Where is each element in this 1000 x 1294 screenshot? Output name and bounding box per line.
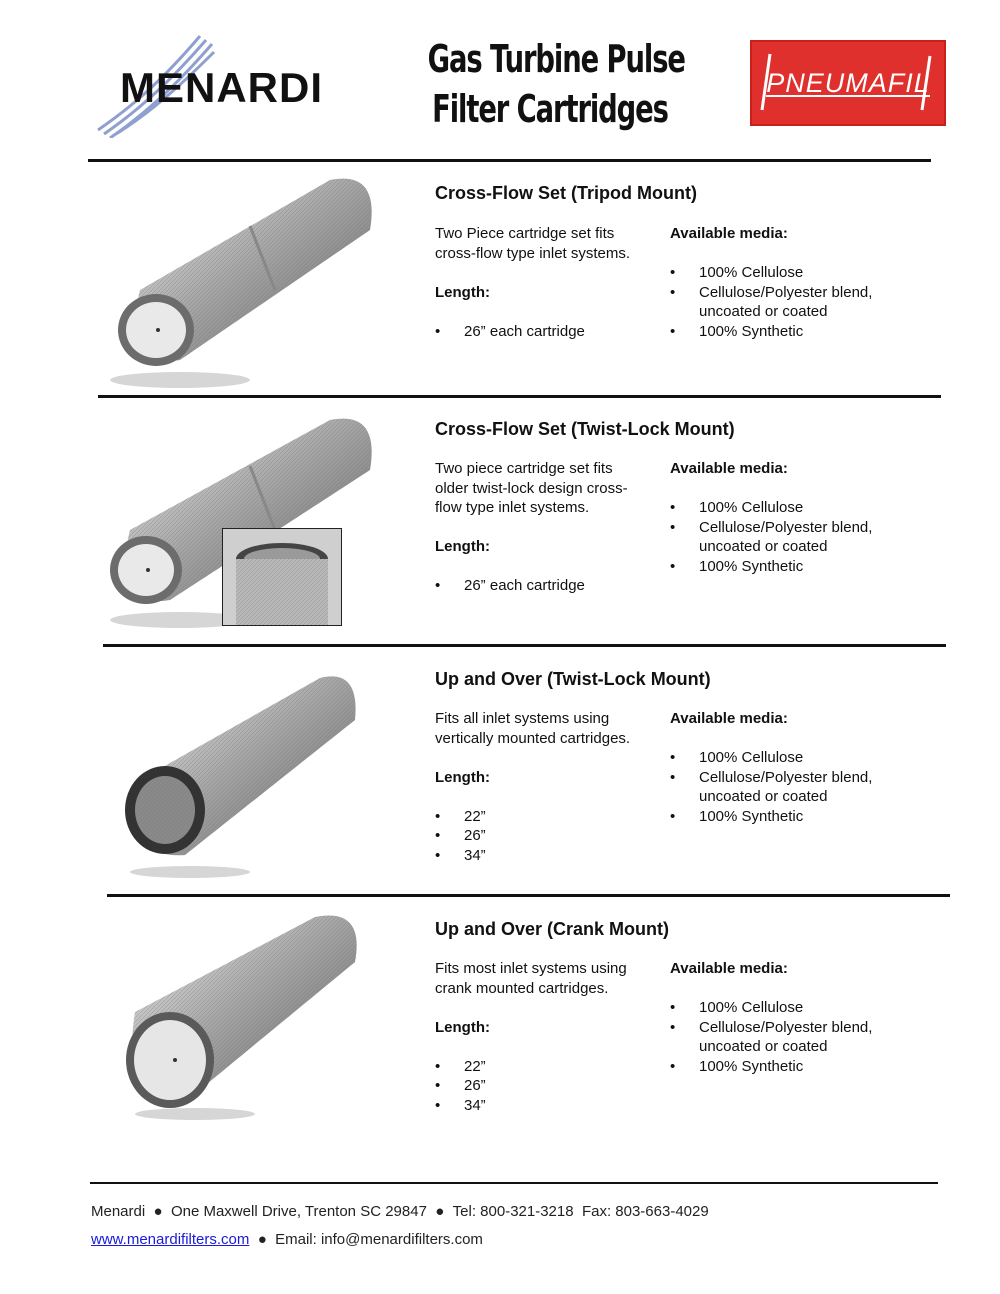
media-item: • 100% Cellulose — [670, 263, 920, 283]
section-title: Up and Over (Twist-Lock Mount) — [435, 669, 711, 689]
length-item: • 34” — [435, 846, 660, 866]
media-label: Available media: — [670, 710, 788, 727]
media-item: • 100% Synthetic — [670, 322, 920, 342]
media-list — [670, 263, 920, 341]
length-item: • 26” each cartridge — [435, 576, 660, 596]
pneumafil-logo — [750, 40, 946, 126]
description-line: cross-flow type inlet systems. — [435, 244, 631, 262]
footer-separator: ● — [153, 1203, 163, 1220]
section-right-column — [670, 224, 920, 341]
length-item: • 26” — [435, 826, 660, 846]
section-left-column — [435, 224, 660, 341]
title-line-2: Filter Cartridges — [432, 87, 668, 131]
section-divider — [103, 644, 946, 647]
media-list — [670, 498, 920, 576]
title-line-1: Gas Turbine Pulse — [427, 37, 685, 81]
section-right-column — [670, 959, 920, 1076]
media-label: Available media: — [670, 225, 788, 242]
footer-separator: ● — [257, 1231, 267, 1248]
footer-separator: ● — [435, 1203, 445, 1220]
description-line: Fits all inlet systems using — [435, 710, 610, 727]
footer-address: One Maxwell Drive, Trenton SC 29847 — [170, 1203, 427, 1220]
length-list — [435, 576, 660, 596]
length-list — [435, 322, 660, 342]
footer-contact-line — [91, 1231, 483, 1248]
media-item: • 100% Synthetic — [670, 1057, 920, 1077]
description-line: Two piece cartridge set fits — [435, 460, 613, 477]
website-link[interactable]: www.menardifilters.com — [91, 1231, 250, 1248]
section-title: Cross-Flow Set (Twist-Lock Mount) — [435, 419, 735, 439]
section-right-column — [670, 459, 920, 576]
media-item: • 100% Cellulose — [670, 998, 920, 1018]
section-title: Up and Over (Crank Mount) — [435, 919, 670, 939]
description-line: crank mounted cartridges. — [435, 979, 609, 997]
section-left-column — [435, 959, 660, 1115]
media-item: • 100% Cellulose — [670, 748, 920, 768]
length-label: Length: — [435, 768, 490, 786]
length-label: Length: — [435, 538, 490, 555]
product-image-cross-flow-tripod — [100, 170, 390, 390]
section-divider — [107, 894, 950, 897]
page-title — [427, 34, 685, 134]
length-item: • 34” — [435, 1096, 660, 1116]
description-line: older twist-lock design cross- — [435, 479, 628, 497]
media-item: • Cellulose/Polyester blend, uncoated or coated — [670, 1018, 920, 1057]
media-list — [670, 998, 920, 1076]
section-left-column — [435, 459, 660, 596]
description-line: vertically mounted cartridges. — [435, 729, 631, 747]
media-item: • 100% Synthetic — [670, 807, 920, 827]
footer-tel: Tel: 800-321-3218 — [452, 1203, 574, 1220]
length-list — [435, 1057, 660, 1116]
menardi-logo — [90, 28, 370, 138]
footer-company: Menardi — [91, 1203, 146, 1220]
footer-email: Email: info@menardifilters.com — [275, 1231, 483, 1248]
media-label: Available media: — [670, 460, 788, 477]
length-item: • 26” each cartridge — [435, 322, 660, 342]
section-right-column — [670, 709, 920, 826]
media-item: • Cellulose/Polyester blend, uncoated or coated — [670, 518, 920, 557]
length-label: Length: — [435, 1018, 490, 1036]
media-item: • 100% Cellulose — [670, 498, 920, 518]
length-item: • 22” — [435, 1057, 660, 1077]
product-image-up-and-over-twist-lock — [110, 660, 400, 880]
header-divider — [88, 159, 931, 162]
media-label: Available media: — [670, 960, 788, 977]
footer-address-line — [91, 1203, 709, 1220]
length-list — [435, 807, 660, 866]
menardi-wordmark: MENARDI — [120, 64, 323, 111]
section-divider — [98, 395, 941, 398]
media-item: • Cellulose/Polyester blend, uncoated or coated — [670, 283, 920, 322]
section-left-column — [435, 709, 660, 865]
pneumafil-wordmark: PNEUMAFIL — [766, 68, 930, 98]
length-label: Length: — [435, 283, 490, 301]
description-line: Fits most inlet systems using — [435, 960, 627, 977]
footer-fax: Fax: 803-663-4029 — [581, 1203, 709, 1220]
description-line: flow type inlet systems. — [435, 499, 590, 516]
media-list — [670, 748, 920, 826]
length-item: • 26” — [435, 1076, 660, 1096]
twist-lock-detail-inset — [222, 528, 342, 626]
footer-divider — [90, 1182, 938, 1184]
media-item: • Cellulose/Polyester blend, uncoated or coated — [670, 768, 920, 807]
length-item: • 22” — [435, 807, 660, 827]
product-image-up-and-over-crank — [115, 902, 405, 1122]
description-line: Two Piece cartridge set fits — [435, 225, 615, 242]
section-title: Cross-Flow Set (Tripod Mount) — [435, 183, 697, 203]
media-item: • 100% Synthetic — [670, 557, 920, 577]
